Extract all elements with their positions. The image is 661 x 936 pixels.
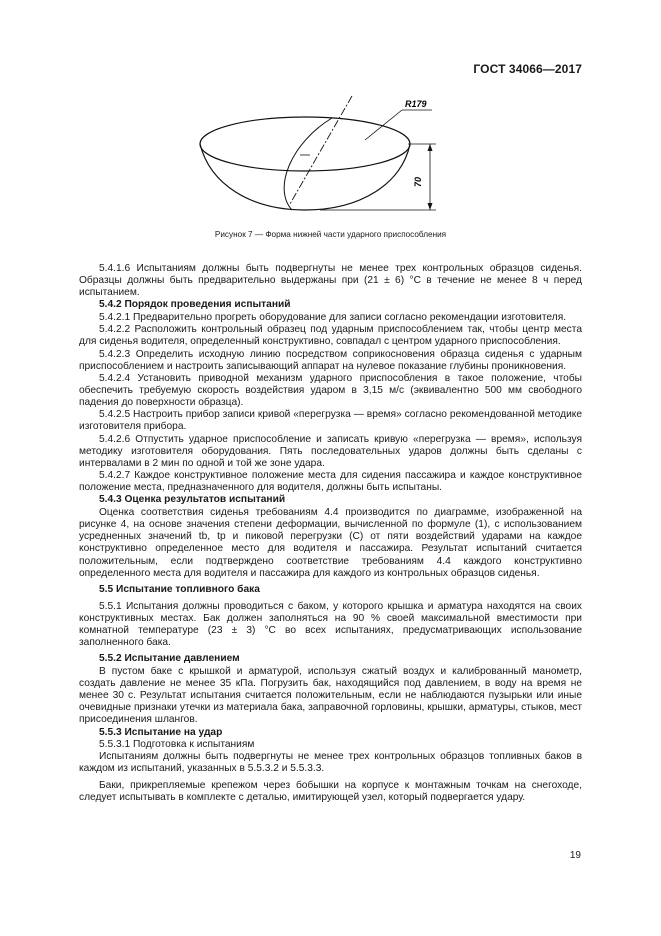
page-number: 19 bbox=[569, 850, 581, 861]
hemisphere-top-outline bbox=[200, 117, 410, 171]
paragraph: 5.5.3.1 Подготовка к испытаниям bbox=[99, 739, 255, 751]
paragraph: 5.4.2.1 Предварительно прогреть оборудование для записи согласно рекомендации изготовителя. bbox=[99, 312, 567, 324]
hemisphere-drawing bbox=[180, 92, 480, 220]
paragraph: Оценка соответствия сиденья требованиям 4.4 производится по диаграмме, изображенной на рисунке 4, на основе значения степени деформации, вычисленной по формуле (1), с использованием усредненных значений tb, tp и пиковой перегрузки (С) от пяти воздействий ударами на каждое конструктивно определенное место для водителя и пассажира. Результат испытаний считается положительным, если подтверждено соответствие требованиям 4.4 каждого конструктивно определенного места для водителя и пассажира для каждого из контрольных образцов сиденья. bbox=[79, 507, 582, 579]
height-arrow-top bbox=[428, 144, 433, 151]
impactor-figure bbox=[180, 92, 480, 220]
section-heading: 5.5.3 Испытание на удар bbox=[99, 726, 223, 738]
paragraph: 5.4.2.3 Определить исходную линию посредством соприкосновения образца сиденья с ударным приспособлением и настроить записывающий аппарат на нулевое показание глубины проникновения. bbox=[79, 348, 582, 372]
section-heading: 5.5 Испытание топливного бака bbox=[99, 583, 260, 595]
section-heading: 5.4.3 Оценка результатов испытаний bbox=[99, 494, 286, 506]
paragraph: 5.4.1.6 Испытаниям должны быть подвергнуты не менее трех контрольных образцов сиденья. Образцы должны быть предварительно выдержаны при (21 ± 6) °С в течение не менее 8 ч перед испытанием. bbox=[79, 263, 582, 299]
paragraph: 5.4.2.5 Настроить прибор записи кривой «перегрузка — время» согласно рекомендованной методике изготовителя прибора. bbox=[79, 409, 582, 433]
paragraph: 5.4.2.2 Расположить контрольный образец под ударным приспособлением так, чтобы центр места для сиденья водителя, определенный конструктивно, совпадал с центром ударного приспособления. bbox=[79, 324, 582, 348]
radius-leader bbox=[365, 110, 402, 140]
paragraph: 5.4.2.7 Каждое конструктивное положение места для сидения пассажира и каждое конструктивное положение места, предназначенного для водителя, должны быть испытаны. bbox=[79, 470, 582, 494]
paragraph: 5.5.1 Испытания должны проводиться с баком, у которого крышка и арматура находятся на своих конструктивных местах. Бак должен заполняться на 90 % своей максимальной вместимости при комнатной температуре (23 ± 3) °С во всех испытаниях, предусматривающих использование заполненного бака. bbox=[79, 600, 582, 648]
section-heading: 5.5.2 Испытание давлением bbox=[99, 653, 240, 665]
hemisphere-bowl bbox=[200, 144, 410, 210]
body-text bbox=[79, 263, 582, 804]
section-heading: 5.4.2 Порядок проведения испытаний bbox=[99, 299, 291, 311]
paragraph: 5.4.2.6 Отпустить ударное приспособление и записать кривую «перегрузка — время», используя методику изготовителя оборудования. Пять последовательных ударов должны быть сделаны с интервалами в 2 мин по одной и той же зоне удара. bbox=[79, 433, 582, 469]
figure-caption: Рисунок 7 — Форма нижней части ударного приспособления bbox=[214, 230, 447, 239]
paragraph: 5.4.2.4 Установить приводной механизм ударного приспособления в такое положение, чтобы обеспечить требуемую скорость воздействия ударом в 3,15 м/с (эквивалентно 500 мм свободного падения до поверхности образца). bbox=[79, 372, 582, 409]
height-label: 70 bbox=[413, 176, 423, 188]
document-code: ГОСТ 34066—2017 bbox=[473, 62, 582, 76]
hemisphere-axis bbox=[290, 96, 352, 204]
paragraph: Баки, прикрепляемые крепежом через бобышки на корпусе к монтажным точкам на снегоходе, следует испытывать в комплекте с деталью, имитирующей узел, который подвергается удару. bbox=[79, 779, 582, 803]
paragraph: Испытаниям должны быть подвергнуты не менее трех контрольных образцов топливных баков в каждом из испытаний, указанных в 5.5.3.2 и 5.5.3.3. bbox=[79, 751, 582, 775]
paragraph: В пустом баке с крышкой и арматурой, используя сжатый воздух и калиброванный манометр, создать давление не менее 35 кПа. Погрузить бак, находящийся под давлением, в воду на время не менее 30 с. Результат испытания считается положительным, если не наблюдаются пузырьки или иные очевидные признаки утечки из материала бака, заправочной горловины, крышки, арматуры, стыков, мест присоединения шлангов. bbox=[79, 665, 582, 726]
hemisphere-meridian bbox=[284, 118, 332, 210]
height-arrow-bottom bbox=[428, 203, 433, 210]
radius-label: R179 bbox=[405, 99, 427, 109]
